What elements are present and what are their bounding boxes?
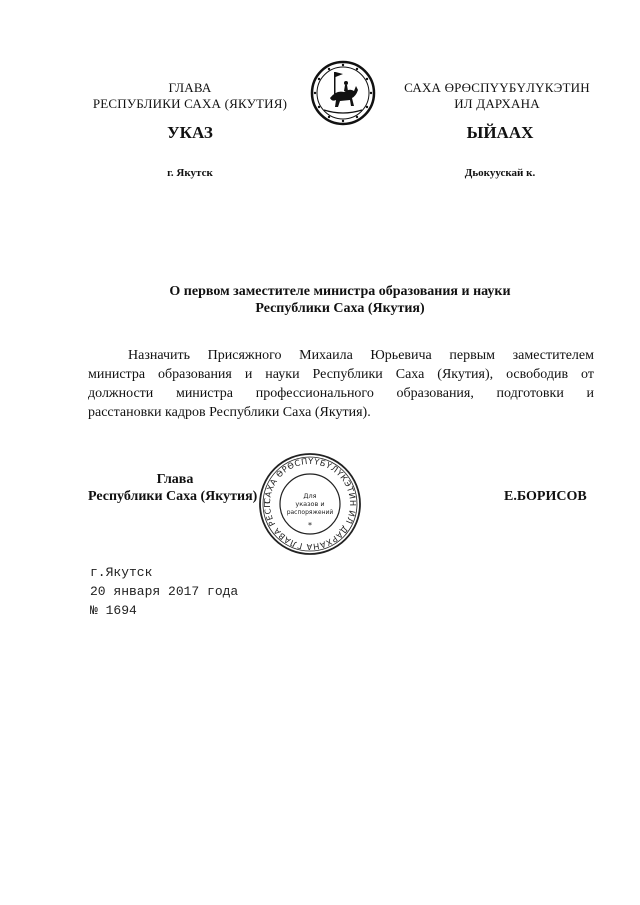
header-left-line2: РЕСПУБЛИКИ САХА (ЯКУТИЯ)	[92, 96, 288, 111]
city-ru: г. Якутск	[167, 167, 213, 179]
coat-of-arms-emblem	[310, 60, 376, 126]
decree-body	[88, 346, 594, 422]
header-right-line2: ИЛ ДАРХАНА	[454, 96, 540, 111]
header-left-line1: ГЛАВА	[168, 80, 212, 95]
subject-line2: Республики Саха (Якутия)	[255, 301, 425, 316]
header-right	[384, 80, 610, 112]
signature-name: Е.БОРИСОВ	[504, 489, 587, 504]
official-stamp	[258, 452, 362, 556]
stamp-center-line1: Для	[303, 492, 317, 500]
city-sakha: Дьокуускай к.	[464, 167, 536, 179]
header-right-line1: САХА ӨРӨСПҮҮБҮЛҮКЭТИН	[404, 80, 590, 95]
footer-block	[90, 563, 390, 620]
decree-title-ru: УКАЗ	[167, 123, 213, 142]
stamp-center-line3: распоряжений	[286, 509, 334, 516]
footer-city: г.Якутск	[90, 565, 153, 580]
signature-title-line2: Республики Саха (Якутия)	[88, 489, 258, 504]
decree-title-sakha: ЫЙААХ	[466, 123, 534, 142]
body-line2: министра образования и науки Республики Саха (Якутия), освободив от	[88, 367, 594, 382]
subject-line1: О первом заместителе министра образования и науки	[169, 284, 511, 299]
footer-date: 20 января 2017 года	[90, 584, 239, 599]
stamp-ring-text: САХА ӨРӨСПҮҮБҮЛҮКЭТИН ИЛ ДАРХАНА ГЛАВА РЕСП	[261, 455, 359, 553]
signature-title-line1: Глава	[156, 472, 194, 487]
header-left	[80, 80, 300, 112]
decree-subject	[80, 283, 600, 317]
body-line4: расстановки кадров Республики Саха (Якутия).	[88, 405, 371, 420]
body-line1: Назначить Присяжного Михаила Юрьевича первым заместителем	[128, 348, 594, 363]
stamp-center-line2: указов и	[295, 500, 325, 508]
svg-text:*: *	[308, 521, 312, 530]
body-line3: должности министра профессионального образования, подготовки и	[88, 386, 594, 401]
footer-number: № 1694	[90, 603, 137, 618]
